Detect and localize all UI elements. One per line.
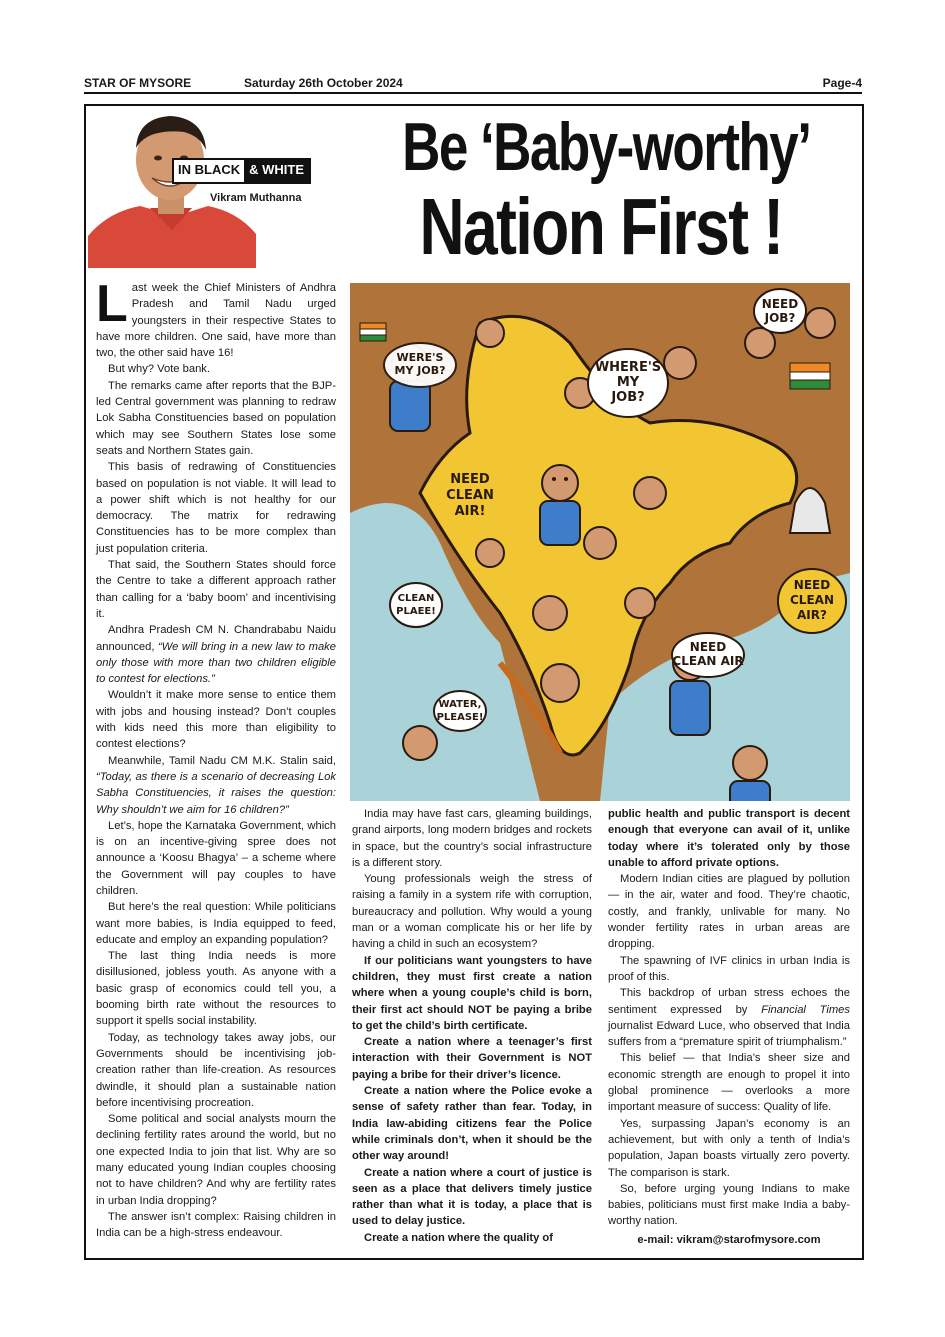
paragraph: Let’s, hope the Karnataka Government, which is on an incentive-giving spree does not announce a ‘Koosu Bhagya’ – a scheme where the Government will pay couples to have children. (96, 819, 336, 897)
paragraph: public health and public transport is decent enough that everyone can avail of it, unlike today where it’s tolerated only by those unable to afford private options. (608, 808, 850, 869)
paragraph (608, 985, 850, 1050)
author-email: e-mail: vikram@starofmysore.com (637, 1233, 821, 1246)
paragraph: The spawning of IVF clinics in urban India is proof of this. (608, 954, 850, 983)
headline (402, 109, 811, 271)
bubble-wheres-my-job: WHERE'S MY JOB? (594, 360, 662, 405)
masthead-rule (84, 92, 862, 94)
paper-name: STAR OF MYSORE (84, 76, 192, 90)
bubble-need-job-1: NEED JOB? (761, 297, 799, 325)
paragraph: But why? Vote bank. (108, 363, 210, 376)
paragraph-text: ast week the Chief Ministers of Andhra Pradesh and Tamil Nadu urged youngsters in their respective States to have more children. One said, have more than two, the other said have 16! (96, 282, 336, 360)
paragraph-text: Andhra Pradesh CM N. Chandrababu Naidu announced, (96, 624, 336, 653)
bubble-water-please: WATER, PLEASE! (436, 699, 484, 723)
paragraph: Young professionals weigh the stress of raising a family in a system rife with corruption, bureaucracy and pollution. Why would a young man or a woman complicate his or her life by having a child in such an ecosystem? (352, 873, 592, 951)
paragraph: Yes, surpassing Japan’s economy is an achievement, but with only a tenth of India’s population, Japan boasts virtually zero poverty. The comparison is stark. (608, 1117, 850, 1179)
paragraph: This belief — that India’s sheer size and economic strength are enough to propel it into global prominence — overlooks a more important measure of success: Quality of life. (608, 1052, 850, 1114)
paragraph (96, 753, 336, 818)
paragraph: The remarks came after reports that the BJP-led Central government was planning to redraw Lok Sabha Constituencies based on population which may see Southern States lose some seats and Northern States gain. (96, 379, 336, 457)
paragraph: This basis of redrawing of Constituencies based on population is not viable. It will lead to a power shift which is not healthy for our democracy. The matrix for redrawing Constituencies has to be more complex than just population criteria. (96, 461, 336, 555)
quote-stalin: “Today, as there is a scenario of decreasing Lok Sabha Constituencies, it raises the question: Why shouldn’t we aim for 16 children?” (96, 770, 336, 816)
india-map-cartoon-icon (350, 283, 850, 801)
paragraph: Some political and social analysts mourn the declining fertility rates around the world, but no one expected India to join that list. Why are so many educated young Indian couples choosing not to have children? And why are fertility rates in urban India dropping? (96, 1113, 336, 1207)
article-column-3 (608, 806, 850, 1248)
badge-part-2: & WHITE (244, 160, 309, 182)
paragraph: So, before urging young Indians to make babies, politicians must first make India a baby-worthy nation. (608, 1182, 850, 1228)
paragraph: That said, the Southern States should force the Centre to take a different approach rather than calling for a ‘baby boom’ and incentivising it. (96, 559, 336, 620)
paragraph-text: journalist Edward Luce, who observed that India suffers from a “premature spirit of triumphalism.” (608, 1019, 850, 1049)
paragraph-text: Meanwhile, Tamil Nadu CM M.K. Stalin said, (108, 754, 336, 767)
page-number: Page-4 (822, 76, 862, 90)
bubble-need-clean-air-2: NEED CLEAN AIR? (790, 578, 834, 622)
paragraph: If our politicians want youngsters to have children, they must first create a nation where when a young couple’s child is born, their first act should NOT be paying a bribe to get the child’s birth certificate. (352, 954, 592, 1032)
author-portrait-icon (88, 108, 256, 268)
masthead (84, 76, 862, 92)
paragraph: Create a nation where the Police evoke a sense of safety rather than fear. Today, in India law-abiding citizens fear the Police while criminals don’t, when it should be the other way around! (352, 1085, 592, 1163)
bubble-weres-my-job: WERE'S MY JOB? (394, 351, 446, 377)
bubble-clean-plaee: CLEAN PLAEE! (396, 593, 436, 617)
paragraph: The last thing India needs is more disillusioned, jobless youth. As anyone with a basic grasp of economics could tell you, a booming birth rate without the resources to support it spells social instability. (96, 950, 336, 1028)
drop-cap: L (96, 275, 128, 333)
article-column-2 (352, 806, 592, 1246)
quote-naidu: “We will bring in a new law to make only those with more than two children eligible to contest for elections.” (96, 640, 336, 686)
paragraph: Create a nation where a teenager’s first interaction with their Government is NOT paying a bribe for their driver’s licence. (352, 1036, 592, 1081)
cartoon-illustration (350, 283, 850, 801)
headline-line-1: Be ‘Baby-worthy’ (402, 109, 811, 185)
paragraph: Today, as technology takes away jobs, our Governments should be incentivising job-creation rather than life-creation. As resources dwindle, it should plan a sustainable nation before incentivising procreation. (96, 1031, 336, 1109)
paragraph: Create a nation where the quality of (364, 1231, 553, 1244)
paragraph: Wouldn’t it make more sense to entice them with jobs and housing instead? Don’t couples with kids need this more than eligibility to contest elections? (96, 689, 336, 751)
paragraph: India may have fast cars, gleaming buildings, grand airports, long modern bridges and rockets in space, but the country’s social infrastructure is a different story. (352, 808, 592, 869)
paragraph: But here’s the real question: While politicians want more babies, is India equipped to feed, educate and employ an expanding population? (96, 901, 336, 946)
author-name: Vikram Muthanna (210, 192, 302, 204)
headline-line-2: Nation First ! (419, 182, 783, 271)
paragraph (96, 622, 336, 687)
paragraph-text: This backdrop of urban stress echoes the sentiment expressed by (608, 987, 850, 1016)
publication-name: Financial Times (761, 1003, 850, 1016)
paragraph (96, 275, 336, 361)
issue-date: Saturday 26th October 2024 (244, 76, 403, 90)
paragraph: The answer isn’t complex: Raising children in India can be a high-stress endeavour. (96, 1210, 336, 1240)
paragraph: Modern Indian cities are plagued by pollution — in the air, water and food. They’re chaotic, costly, and frankly, unlivable for many. No wonder fertility rates in urban areas are dropping. (608, 873, 850, 951)
paragraph: Create a nation where a court of justice is seen as a place that delivers timely justice rather than what it is today, a place that is used to delay justice. (352, 1166, 592, 1228)
article-column-1 (96, 275, 336, 1242)
bubble-need-clean-air-3: NEED CLEAN AIR (672, 640, 744, 668)
badge-part-1: IN BLACK (174, 160, 244, 182)
author-photo (88, 108, 256, 268)
bubble-need-clean-air-1: NEED CLEAN AIR! (446, 472, 494, 519)
column-badge (172, 158, 311, 184)
